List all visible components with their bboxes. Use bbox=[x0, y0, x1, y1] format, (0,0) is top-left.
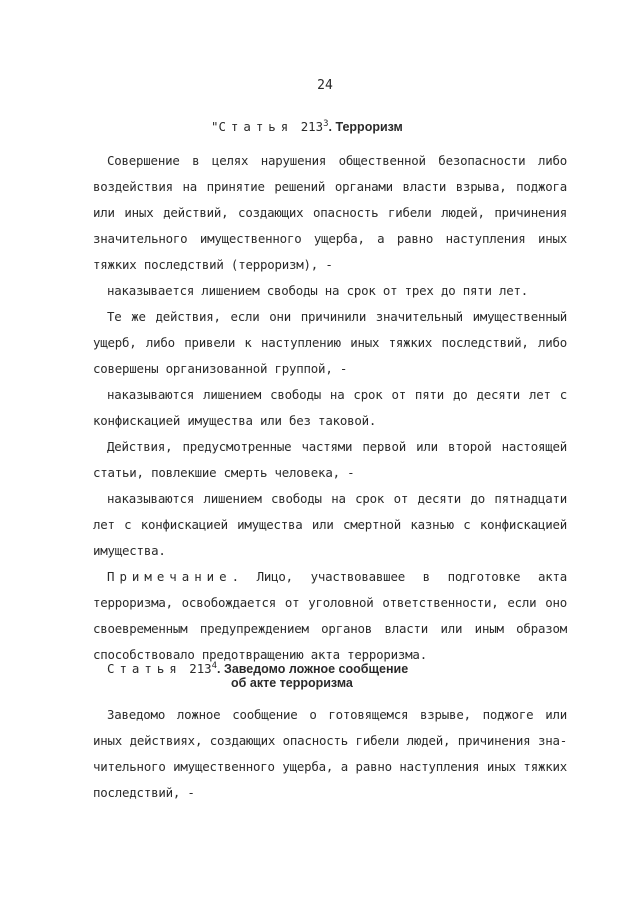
note-text: . Лицо, участвовавшее в подготовке акта bbox=[231, 569, 567, 584]
paragraph-line: или иных действий, создающих опасность гибели людей, причинения bbox=[93, 205, 567, 220]
article-title bbox=[217, 662, 408, 690]
note-line: своевременным предупреждением органов власти или иным образом bbox=[93, 621, 567, 636]
paragraph-line: Действия, предусмотренные частями первой или второй настоящей bbox=[107, 439, 567, 454]
paragraph-line: тяжких последствий (терроризм), - bbox=[93, 257, 333, 272]
article-213-3-body bbox=[93, 148, 567, 668]
article-word: Статья bbox=[218, 119, 294, 134]
article-213-4-body bbox=[93, 702, 567, 806]
penalty-line: наказываются лишением свободы на срок от пяти до десяти лет с bbox=[107, 387, 567, 402]
article-title-line: . Заведомо ложное сообщение bbox=[217, 662, 409, 676]
article-213-3-heading bbox=[211, 119, 403, 134]
article-title-line: об акте терроризма bbox=[231, 676, 353, 690]
article-title: . Терроризм bbox=[328, 120, 403, 134]
penalty-line: наказываются лишением свободы на срок от десяти до пятнадцати bbox=[107, 491, 567, 506]
penalty-line: наказывается лишением свободы на срок от трех до пяти лет. bbox=[107, 283, 529, 298]
article-213-4-heading bbox=[107, 662, 408, 690]
paragraph-line: иных действиях, создающих опасность гибели людей, причинения зна- bbox=[93, 733, 567, 748]
paragraph-line: ущерб, либо привели к наступлению иных тяжких последствий, либо bbox=[93, 335, 567, 350]
penalty-line: имущества. bbox=[93, 543, 166, 558]
paragraph-line: чительного имущественного ущерба, а равно наступления иных тяжких bbox=[93, 759, 567, 774]
page-number: 24 bbox=[317, 78, 333, 93]
note-line: способствовало предотвращению акта терроризма. bbox=[93, 647, 427, 662]
paragraph-line: Совершение в целях нарушения общественной безопасности либо bbox=[107, 153, 567, 168]
paragraph-line: статьи, повлекшие смерть человека, - bbox=[93, 465, 355, 480]
article-number: 213 bbox=[189, 661, 212, 676]
article-superscript: 3 bbox=[323, 119, 329, 129]
penalty-line: конфискацией имущества или без таковой. bbox=[93, 413, 377, 428]
article-superscript: 4 bbox=[211, 661, 218, 671]
paragraph-line: Те же действия, если они причинили значительный имущественный bbox=[107, 309, 567, 324]
paragraph-line: последствий, - bbox=[93, 785, 195, 800]
note-line bbox=[93, 564, 567, 590]
paragraph-line: Заведомо ложное сообщение о готовящемся взрыве, поджоге или bbox=[107, 707, 567, 722]
penalty-line: лет с конфискацией имущества или смертной казнью с конфискацией bbox=[93, 517, 567, 532]
paragraph-line: воздействия на принятие решений органами власти взрыва, поджога bbox=[93, 179, 567, 194]
article-number: 213 bbox=[300, 119, 324, 134]
opening-quote: " bbox=[211, 119, 219, 134]
article-word: Статья bbox=[107, 661, 182, 676]
note-line: терроризма, освобождается от уголовной ответственности, если оно bbox=[93, 595, 567, 610]
note-word: Примечание bbox=[107, 569, 232, 584]
paragraph-line: значительного имущественного ущерба, а равно наступления иных bbox=[93, 231, 567, 246]
paragraph-line: совершены организованной группой, - bbox=[93, 361, 348, 376]
